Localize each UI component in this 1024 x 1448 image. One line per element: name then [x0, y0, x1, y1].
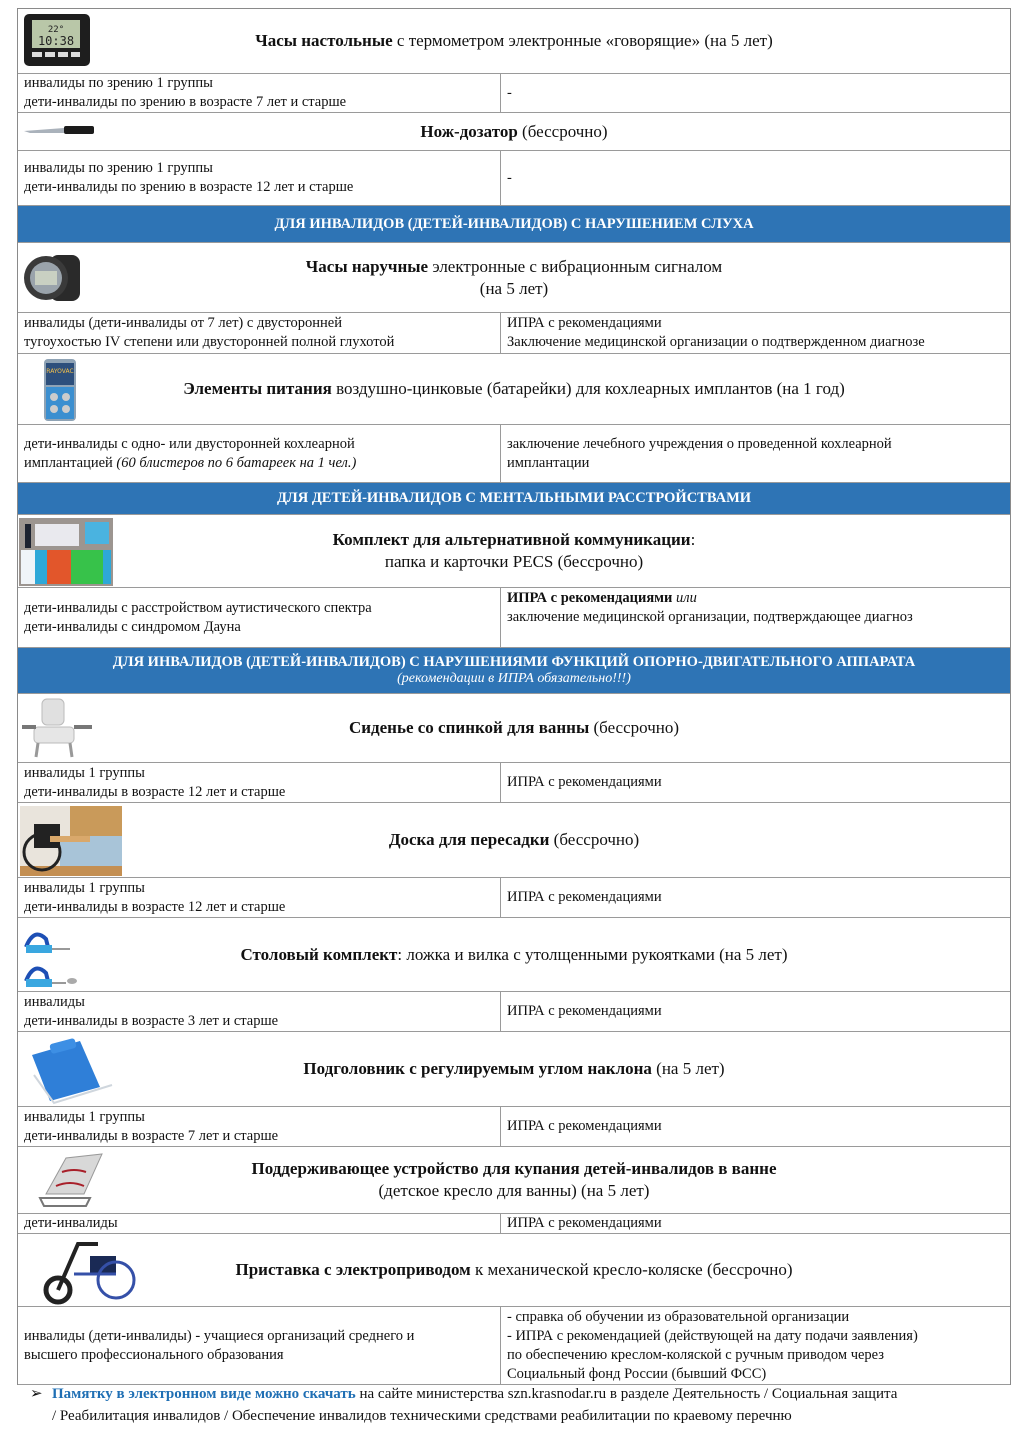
- item-title-row: [18, 1234, 1010, 1307]
- item-title-row: [18, 694, 1010, 763]
- recipient-line: инвалиды по зрению 1 группы: [24, 160, 213, 176]
- download-note-line: [30, 1383, 1020, 1405]
- item-title: Часы настольные с термометром электронные «говорящие» (на 5 лет): [255, 31, 773, 50]
- item-title: Комплект для альтернативной коммуникации: папка и карточки PECS (бессрочно): [332, 530, 696, 571]
- recipient-line: высшего профессионального образования: [24, 1346, 284, 1363]
- document-line: заключение медицинской организации, подтверждающее диагноз: [507, 609, 913, 625]
- item-title-row: [18, 1032, 1010, 1107]
- item-title: Нож-дозатор (бессрочно): [420, 121, 608, 141]
- item-title: Столовый комплект: ложка и вилка с утолщенными рукоятками (на 5 лет): [240, 944, 788, 964]
- download-link-text[interactable]: Памятку в электронном виде можно скачать: [52, 1386, 356, 1402]
- document-line: ИПРА с рекомендациями: [507, 1003, 662, 1019]
- svg-text:10:38: 10:38: [37, 34, 75, 48]
- recipient-line: инвалиды (дети-инвалиды) - учащиеся организаций среднего и: [24, 1327, 415, 1344]
- documents-cell: [501, 1107, 1010, 1146]
- recipient-line: инвалиды 1 группы: [24, 1108, 145, 1125]
- item-title-row: [18, 354, 1010, 425]
- documents-cell: [501, 425, 1010, 482]
- item-title-row: [18, 243, 1010, 313]
- item-title: Приставка с электроприводом к механической кресло-коляске (бессрочно): [235, 1260, 793, 1279]
- documents-cell: [501, 878, 1010, 917]
- download-note: [30, 1383, 1020, 1427]
- item-detail-row: [18, 74, 1010, 113]
- recipients-cell: [18, 1307, 501, 1384]
- transfer-board-image: [20, 806, 122, 881]
- item-detail-row: [18, 1107, 1010, 1147]
- recipient-line: дети-инвалиды по зрению в возрасте 7 лет и старше: [24, 94, 347, 110]
- recipient-line: дети-инвалиды с синдромом Дауна: [24, 618, 241, 635]
- svg-text:RAYOVAC: RAYOVAC: [46, 368, 74, 375]
- recipient-line: дети-инвалиды по зрению в возрасте 12 лет и старше: [24, 179, 354, 195]
- child-bath-chair-image: [26, 1150, 110, 1215]
- documents-cell: [501, 1214, 1010, 1233]
- documents-cell: [501, 1307, 1010, 1384]
- item-detail-row: [18, 588, 1010, 648]
- item-title: Подголовник с регулируемым углом наклона (на 5 лет): [303, 1059, 725, 1078]
- adjustable-headrest-image: [24, 1035, 124, 1110]
- recipient-line: дети-инвалиды в возрасте 7 лет и старше: [24, 1127, 279, 1144]
- recipient-line: инвалиды: [24, 993, 85, 1010]
- recipients-cell: [18, 1107, 501, 1146]
- document-line: по обеспечению креслом-коляской с ручным приводом через: [507, 1346, 885, 1363]
- item-detail-row: [18, 878, 1010, 918]
- section-header-note: (рекомендации в ИПРА обязательно!!!): [397, 671, 631, 686]
- document-line: -: [507, 169, 512, 186]
- recipients-cell: [18, 878, 501, 917]
- item-detail-row: [18, 151, 1010, 206]
- documents-cell: [501, 992, 1010, 1031]
- item-detail-row: [18, 425, 1010, 483]
- recipients-cell: [18, 313, 501, 353]
- document-line: ИПРА с рекомендациями: [507, 774, 662, 790]
- item-title-row: [18, 113, 1010, 151]
- item-title-row: [18, 918, 1010, 992]
- documents-cell: [501, 151, 1010, 205]
- recipient-line: дети-инвалиды с расстройством аутистического спектра: [24, 599, 372, 616]
- bath-seat-image: [20, 697, 96, 764]
- item-title-row: [18, 9, 1010, 74]
- recipient-line: инвалиды 1 группы: [24, 879, 145, 896]
- document-line: - справка об обучении из образовательной организации: [507, 1308, 850, 1325]
- item-detail-row: [18, 1307, 1010, 1385]
- recipient-line: инвалиды 1 группы: [24, 764, 145, 781]
- adaptive-cutlery-image: [20, 921, 90, 994]
- recipient-line: дети-инвалиды с одно- или двусторонней кохлеарной: [24, 435, 355, 452]
- recipient-line: инвалиды (дети-инвалиды от 7 лет) с двусторонней: [24, 315, 342, 331]
- recipients-cell: [18, 425, 501, 482]
- documents-cell: [501, 74, 1010, 112]
- recipient-line: тугоухостью IV степени или двусторонней полной глухотой: [24, 334, 395, 350]
- pecs-kit-image: [19, 518, 113, 591]
- item-title: Сиденье со спинкой для ванны (бессрочно): [348, 718, 680, 737]
- wheelchair-power-attachment-image: [34, 1236, 138, 1311]
- document-line: имплантации: [507, 454, 590, 471]
- recipient-line: дети-инвалиды в возрасте 3 лет и старше: [24, 1012, 279, 1029]
- recipients-cell: [18, 588, 501, 647]
- documents-cell: [501, 313, 1010, 353]
- download-note-text: на сайте министерства szn.krasnodar.ru в разделе Деятельность / Социальная защита: [355, 1386, 898, 1402]
- item-title: Поддерживающее устройство для купания детей-инвалидов в ванне (детское кресло для ванны) (на 5 лет): [251, 1159, 777, 1200]
- section-header-hearing: [18, 206, 1010, 243]
- item-detail-row: [18, 1214, 1010, 1234]
- document-line: ИПРА с рекомендациями: [507, 1215, 662, 1231]
- item-detail-row: [18, 763, 1010, 803]
- document-line: ИПРА с рекомендациями: [507, 889, 662, 905]
- cochlear-batteries-image: [42, 357, 78, 428]
- documents-cell: [501, 763, 1010, 802]
- section-header-musculoskeletal: [18, 648, 1010, 694]
- item-title: Доска для пересадки (бессрочно): [388, 830, 640, 849]
- recipient-line: дети-инвалиды в возрасте 12 лет и старше: [24, 783, 286, 800]
- document-line: Заключение медицинской организации о подтвержденном диагнозе: [507, 334, 925, 350]
- recipients-cell: [18, 151, 501, 205]
- battery-quantity-note: (60 блистеров по 6 батареек на 1 чел.): [116, 454, 357, 471]
- assistive-devices-table: [17, 8, 1011, 1385]
- section-header-title: ДЛЯ ИНВАЛИДОВ (ДЕТЕЙ-ИНВАЛИДОВ) С НАРУШЕНИЕМ СЛУХА: [274, 215, 754, 232]
- recipients-cell: [18, 763, 501, 802]
- item-title-row: [18, 1147, 1010, 1214]
- recipients-cell: [18, 74, 501, 112]
- item-title: Часы наручные электронные с вибрационным сигналом (на 5 лет): [305, 256, 723, 298]
- item-title-row: [18, 803, 1010, 878]
- document-line: ИПРА с рекомендациями: [507, 315, 662, 331]
- section-header-mental: [18, 483, 1010, 515]
- recipient-line: имплантацией (60 блистеров по 6 батареек на 1 чел.): [24, 454, 357, 471]
- recipients-cell: [18, 1214, 501, 1233]
- documents-cell: [501, 588, 1010, 647]
- arrow-bullet-icon: ➢: [30, 1386, 43, 1402]
- recipient-line: дети-инвалиды в возрасте 12 лет и старше: [24, 898, 286, 915]
- document-line: - ИПРА с рекомендацией (действующей на дату подачи заявления): [507, 1327, 918, 1344]
- item-title: Элементы питания воздушно-цинковые (батарейки) для кохлеарных имплантов (на 1 год): [183, 379, 845, 398]
- document-line: -: [507, 84, 512, 101]
- section-header-title: ДЛЯ ИНВАЛИДОВ (ДЕТЕЙ-ИНВАЛИДОВ) С НАРУШЕНИЯМИ ФУНКЦИЙ ОПОРНО-ДВИГАТЕЛЬНОГО АППАРАТА: [112, 654, 916, 670]
- svg-text:22°: 22°: [47, 25, 65, 35]
- document-line: заключение лечебного учреждения о проведенной кохлеарной: [507, 435, 892, 452]
- talking-desk-clock-image: [20, 12, 94, 73]
- recipient-line: дети-инвалиды: [24, 1215, 118, 1231]
- item-title-row: [18, 515, 1010, 588]
- dosing-knife-image: [20, 121, 100, 142]
- recipient-line: инвалиды по зрению 1 группы: [24, 75, 213, 91]
- section-header-title: ДЛЯ ДЕТЕЙ-ИНВАЛИДОВ С МЕНТАЛЬНЫМИ РАССТРОЙСТВАМИ: [276, 490, 752, 506]
- document-line: ИПРА с рекомендациями: [507, 1118, 662, 1134]
- download-note-path: / Реабилитация инвалидов / Обеспечение инвалидов техническими средствами реабилитации по краевому перечню: [52, 1408, 792, 1424]
- item-detail-row: [18, 992, 1010, 1032]
- recipients-cell: [18, 992, 501, 1031]
- document-line: ИПРА с рекомендациями или: [507, 590, 697, 606]
- vibrating-wristwatch-image: [20, 251, 84, 310]
- item-detail-row: [18, 313, 1010, 354]
- document-line: Социальный фонд России (бывший ФСС): [507, 1365, 767, 1382]
